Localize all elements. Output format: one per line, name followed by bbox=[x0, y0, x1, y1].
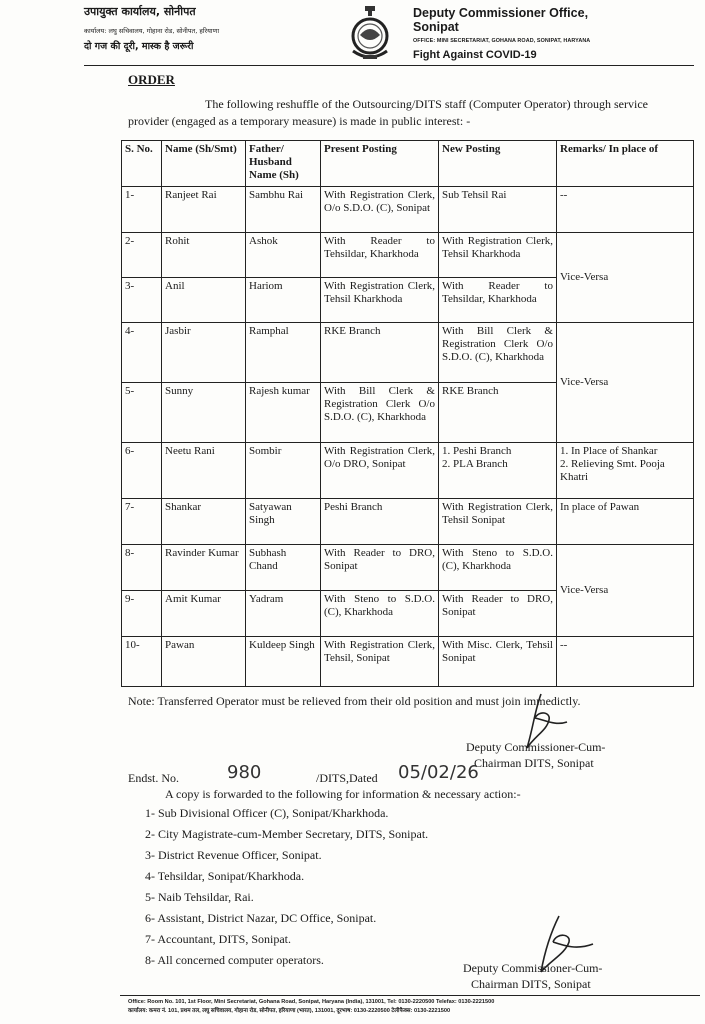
cell-father: Sambhu Rai bbox=[246, 187, 321, 233]
list-item: 4- Tehsildar, Sonipat/Kharkhoda. bbox=[145, 869, 305, 883]
new-posting-item: 1. Peshi Branch bbox=[442, 445, 512, 457]
cell-present-posting: Peshi Branch bbox=[321, 499, 439, 545]
cell-new-posting: With Steno to S.D.O. (C), Kharkhoda bbox=[439, 545, 557, 591]
cell-father: Ashok bbox=[246, 233, 321, 278]
cell-present-posting: With Registration Clerk, Tehsil, Sonipat bbox=[321, 637, 439, 687]
column-header: Remarks/ In place of bbox=[557, 141, 694, 187]
list-item: 8- All concerned computer operators. bbox=[145, 953, 324, 967]
cell-name: Pawan bbox=[162, 637, 246, 687]
cell-remarks: -- bbox=[557, 187, 694, 233]
cell-new-posting: With Bill Clerk & Registration Clerk O/o S.D.O. (C), Kharkhoda bbox=[439, 323, 557, 383]
signatory-office: Chairman DITS, Sonipat bbox=[474, 756, 594, 770]
table-row bbox=[122, 443, 694, 499]
cell-sno: 2- bbox=[122, 233, 162, 278]
endorsement-date: 05/02/26 bbox=[398, 762, 479, 783]
cell-new-posting: Sub Tehsil Rai bbox=[439, 187, 557, 233]
cell-sno: 9- bbox=[122, 591, 162, 637]
copy-forward-text: A copy is forwarded to the following for information & necessary action:- bbox=[165, 787, 521, 801]
cell-name: Neetu Rani bbox=[162, 443, 246, 499]
haryana-emblem-icon bbox=[347, 5, 393, 63]
cell-father: Sombir bbox=[246, 443, 321, 499]
cell-new-posting: RKE Branch bbox=[439, 383, 557, 443]
letterhead-hindi bbox=[84, 4, 334, 52]
cell-father: Subhash Chand bbox=[246, 545, 321, 591]
reshuffle-table bbox=[121, 140, 694, 687]
column-header: S. No. bbox=[122, 141, 162, 187]
cell-new-posting: With Misc. Clerk, Tehsil Sonipat bbox=[439, 637, 557, 687]
table-row bbox=[122, 545, 694, 591]
cell-sno: 4- bbox=[122, 323, 162, 383]
signatory-designation: Deputy Commissioner-Cum- bbox=[466, 740, 606, 754]
cell-sno: 7- bbox=[122, 499, 162, 545]
cell-sno: 1- bbox=[122, 187, 162, 233]
table-row bbox=[122, 499, 694, 545]
list-item: 7- Accountant, DITS, Sonipat. bbox=[145, 932, 291, 946]
cell-name: Amit Kumar bbox=[162, 591, 246, 637]
cell-present-posting: With Steno to S.D.O. (C), Kharkhoda bbox=[321, 591, 439, 637]
order-heading: ORDER bbox=[128, 72, 175, 87]
table-row bbox=[122, 187, 694, 233]
cell-father: Satyawan Singh bbox=[246, 499, 321, 545]
cell-sno: 8- bbox=[122, 545, 162, 591]
list-item: 3- District Revenue Officer, Sonipat. bbox=[145, 848, 322, 862]
hindi-office-address: कार्यालय: लघु सचिवालय, गोहाना रोड, सोनीपत, हरियाणा bbox=[84, 27, 220, 35]
cell-new-posting: With Registration Clerk, Tehsil Sonipat bbox=[439, 499, 557, 545]
cell-present-posting: With Reader to DRO, Sonipat bbox=[321, 545, 439, 591]
cell-sno: 10- bbox=[122, 637, 162, 687]
column-header: Present Posting bbox=[321, 141, 439, 187]
covid-slogan: Fight Against COVID-19 bbox=[413, 49, 537, 61]
endorsement-line bbox=[128, 762, 479, 786]
cell-name: Ravinder Kumar bbox=[162, 545, 246, 591]
endorsement-number: 980 bbox=[227, 762, 262, 783]
footer-hindi-address: कार्यालय: कमरा नं. 101, प्रथम तल, लघु सचिवालय, गोहाना रोड, सोनीपत, हरियाणा (भारत), 131001, दूरभाष: 0130-2220500 टेलीफैक्स: 0130-2221500 bbox=[128, 1008, 451, 1014]
cell-name: Rohit bbox=[162, 233, 246, 278]
cell-present-posting: With Registration Clerk, Tehsil Kharkhoda bbox=[321, 278, 439, 323]
cell-father: Hariom bbox=[246, 278, 321, 323]
column-header: Father/ Husband Name (Sh) bbox=[246, 141, 321, 187]
cell-new-posting: With Registration Clerk, Tehsil Kharkhoda bbox=[439, 233, 557, 278]
cell-remarks: -- bbox=[557, 637, 694, 687]
cell-name: Anil bbox=[162, 278, 246, 323]
cell-present-posting: With Bill Clerk & Registration Clerk O/o S.D.O. (C), Kharkhoda bbox=[321, 383, 439, 443]
table-row bbox=[122, 323, 694, 383]
cell-present-posting: With Reader to Tehsildar, Kharkhoda bbox=[321, 233, 439, 278]
cell-name: Ranjeet Rai bbox=[162, 187, 246, 233]
hindi-office-title: उपायुक्त कार्यालय, सोनीपत bbox=[84, 5, 196, 18]
cell-father: Rajesh kumar bbox=[246, 383, 321, 443]
cell-remarks-vice-versa: Vice-Versa bbox=[557, 323, 694, 443]
office-city: Sonipat bbox=[413, 20, 459, 34]
endorsement-label: Endst. No. bbox=[128, 771, 179, 785]
letterhead-rule bbox=[84, 65, 694, 66]
cell-present-posting: With Registration Clerk, O/o S.D.O. (C), Sonipat bbox=[321, 187, 439, 233]
cell-new-posting: With Reader to DRO, Sonipat bbox=[439, 591, 557, 637]
endorsement-suffix: /DITS,Dated bbox=[316, 771, 378, 785]
column-header: New Posting bbox=[439, 141, 557, 187]
signatory-designation: Deputy Commissioner-Cum- bbox=[463, 961, 603, 975]
footer-rule bbox=[120, 995, 700, 996]
office-address: OFFICE: MINI SECRETARIAT, GOHANA ROAD, SONIPAT, HARYANA bbox=[413, 38, 591, 44]
new-posting-item: 2. PLA Branch bbox=[442, 458, 508, 470]
column-header: Name (Sh/Smt) bbox=[162, 141, 246, 187]
transfer-note: Note: Transferred Operator must be relieved from their old position and must join immedictly. bbox=[128, 694, 581, 708]
list-item: 5- Naib Tehsildar, Rai. bbox=[145, 890, 254, 904]
cell-sno: 3- bbox=[122, 278, 162, 323]
recipient-list bbox=[128, 803, 428, 971]
cell-name: Jasbir bbox=[162, 323, 246, 383]
cell-father: Ramphal bbox=[246, 323, 321, 383]
list-item: 6- Assistant, District Nazar, DC Office, Sonipat. bbox=[145, 911, 377, 925]
list-item: 2- City Magistrate-cum-Member Secretary, DITS, Sonipat. bbox=[145, 827, 429, 841]
cell-new-posting bbox=[439, 443, 557, 499]
footer bbox=[128, 998, 698, 1016]
cell-remarks bbox=[557, 443, 694, 499]
cell-remarks-vice-versa: Vice-Versa bbox=[557, 233, 694, 323]
letterhead-english bbox=[413, 6, 703, 61]
signatory-office: Chairman DITS, Sonipat bbox=[471, 977, 591, 991]
table-header-row bbox=[122, 141, 694, 187]
office-title: Deputy Commissioner Office, bbox=[413, 6, 589, 20]
cell-remarks: In place of Pawan bbox=[557, 499, 694, 545]
cell-name: Sunny bbox=[162, 383, 246, 443]
cell-name: Shankar bbox=[162, 499, 246, 545]
cell-sno: 5- bbox=[122, 383, 162, 443]
footer-english-address: Office: Room No. 101, 1st Floor, Mini Secretariat, Gohana Road, Sonipat, Haryana (India), 131001, Tel: 0130-2220500 Telefax: 0130-2221500 bbox=[128, 999, 495, 1005]
cell-present-posting: RKE Branch bbox=[321, 323, 439, 383]
list-item: 1- Sub Divisional Officer (C), Sonipat/Kharkhoda. bbox=[145, 806, 389, 820]
hindi-covid-slogan: दो गज की दूरी, मास्क है जरूरी bbox=[84, 41, 194, 52]
cell-father: Kuldeep Singh bbox=[246, 637, 321, 687]
signatory-block bbox=[463, 960, 602, 992]
remarks-item: 2. Relieving Smt. Pooja Khatri bbox=[560, 458, 665, 483]
cell-remarks-vice-versa: Vice-Versa bbox=[557, 545, 694, 637]
cell-present-posting: With Registration Clerk, O/o DRO, Sonipat bbox=[321, 443, 439, 499]
cell-father: Yadram bbox=[246, 591, 321, 637]
cell-sno: 6- bbox=[122, 443, 162, 499]
table-row bbox=[122, 233, 694, 278]
order-intro: The following reshuffle of the Outsourcing/DITS staff (Computer Operator) through service provider (engaged as a temporary measure) is made in public interest: - bbox=[128, 97, 648, 128]
remarks-item: 1. In Place of Shankar bbox=[560, 445, 658, 457]
table-row bbox=[122, 637, 694, 687]
cell-new-posting: With Reader to Tehsildar, Kharkhoda bbox=[439, 278, 557, 323]
